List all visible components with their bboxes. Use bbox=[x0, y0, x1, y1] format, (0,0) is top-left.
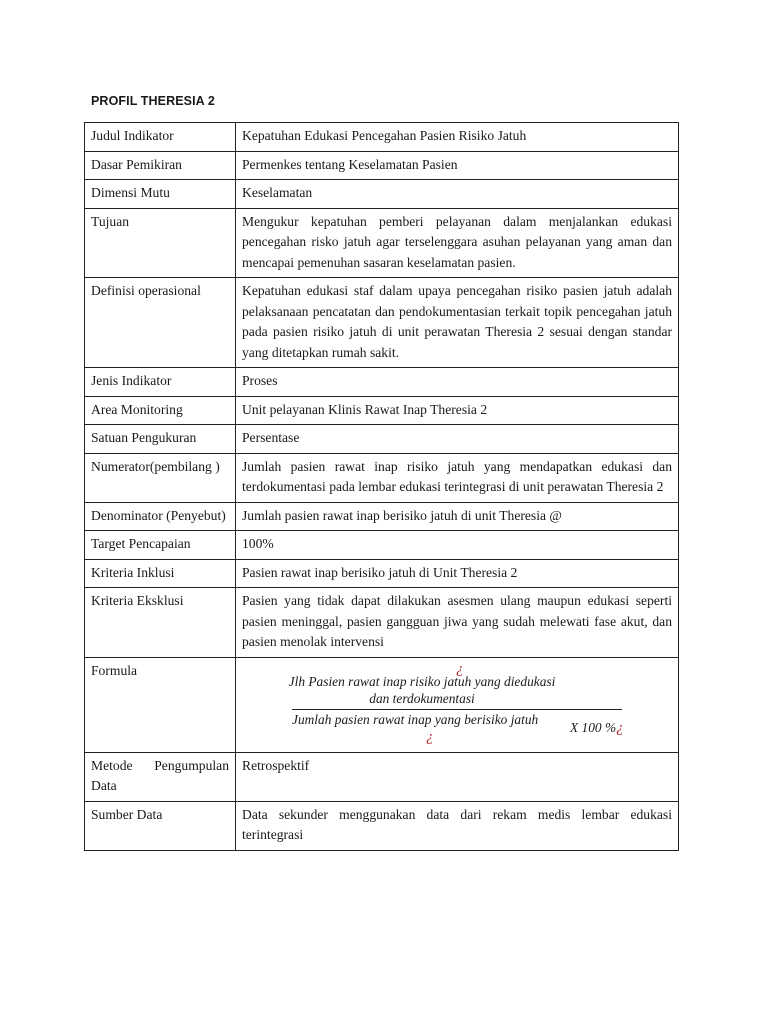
row-label-tujuan: Tujuan bbox=[85, 208, 236, 278]
row-value-kriteria-inklusi: Pasien rawat inap berisiko jatuh di Unit Theresia 2 bbox=[236, 559, 679, 588]
row-value-target-pencapaian: 100% bbox=[236, 531, 679, 560]
row-label-definisi-operasional: Definisi operasional bbox=[85, 278, 236, 368]
row-value-jenis-indikator: Proses bbox=[236, 368, 679, 397]
row-label-satuan-pengukuran: Satuan Pengukuran bbox=[85, 425, 236, 454]
row-label-judul-indikator: Judul Indikator bbox=[85, 123, 236, 152]
row-label-numerator: Numerator(pembilang ) bbox=[85, 453, 236, 502]
table-row bbox=[85, 588, 679, 658]
row-value-metode-pengumpulan: Retrospektif bbox=[236, 752, 679, 801]
row-value-formula bbox=[236, 657, 679, 752]
row-label-sumber-data: Sumber Data bbox=[85, 801, 236, 850]
formula-mark-bottom: ¿ bbox=[426, 728, 434, 745]
row-label-formula: Formula bbox=[85, 657, 236, 752]
table-row bbox=[85, 425, 679, 454]
table-row bbox=[85, 151, 679, 180]
table-row bbox=[85, 368, 679, 397]
formula-multiplier: X 100 % bbox=[570, 719, 617, 735]
table-row bbox=[85, 278, 679, 368]
row-value-dimensi-mutu: Keselamatan bbox=[236, 180, 679, 209]
row-value-satuan-pengukuran: Persentase bbox=[236, 425, 679, 454]
page-title: PROFIL THERESIA 2 bbox=[91, 94, 215, 108]
table-row bbox=[85, 657, 679, 752]
table-row bbox=[85, 559, 679, 588]
table-row bbox=[85, 396, 679, 425]
table-row bbox=[85, 180, 679, 209]
formula-denominator: Jumlah pasien rawat inap yang berisiko jatuh bbox=[292, 711, 539, 727]
formula-mark-top: ¿ bbox=[456, 660, 464, 677]
table-row bbox=[85, 453, 679, 502]
formula-numerator-line1: Jlh Pasien rawat inap risiko jatuh yang diedukasi bbox=[288, 673, 556, 689]
row-value-judul-indikator: Kepatuhan Edukasi Pencegahan Pasien Risiko Jatuh bbox=[236, 123, 679, 152]
table-row bbox=[85, 531, 679, 560]
formula-mark-end: ¿ bbox=[616, 719, 624, 736]
row-label-dasar-pemikiran: Dasar Pemikiran bbox=[85, 151, 236, 180]
row-value-numerator: Jumlah pasien rawat inap risiko jatuh yang mendapatkan edukasi dan terdokumentasi pada lembar edukasi terintegrasi di unit perawatan Theresia 2 bbox=[236, 453, 679, 502]
table-row bbox=[85, 801, 679, 850]
formula-expression bbox=[242, 661, 672, 748]
row-label-area-monitoring: Area Monitoring bbox=[85, 396, 236, 425]
row-value-area-monitoring: Unit pelayanan Klinis Rawat Inap Theresia 2 bbox=[236, 396, 679, 425]
formula-numerator-line2: dan terdokumentasi bbox=[369, 690, 475, 706]
indicator-profile-table bbox=[84, 122, 679, 851]
row-value-kriteria-eksklusi: Pasien yang tidak dapat dilakukan asesmen ulang maupun edukasi seperti pasien meninggal, pasien gangguan jiwa yang sudah melewati fase akut, dan pasien menolak intervensi bbox=[236, 588, 679, 658]
row-value-sumber-data: Data sekunder menggunakan data dari rekam medis lembar edukasi terintegrasi bbox=[236, 801, 679, 850]
row-value-definisi-operasional: Kepatuhan edukasi staf dalam upaya pencegahan risiko pasien jatuh adalah pelaksanaan pencatatan dan pendokumentasian terkait topik pencegahan jatuh pada pasien risiko jatuh di unit perawatan Theresia 2 sesuai dengan standar yang ditetapkan rumah sakit. bbox=[236, 278, 679, 368]
row-label-kriteria-inklusi: Kriteria Inklusi bbox=[85, 559, 236, 588]
row-label-denominator: Denominator (Penyebut) bbox=[85, 502, 236, 531]
table-row bbox=[85, 752, 679, 801]
table-row bbox=[85, 123, 679, 152]
formula-fraction-bar bbox=[292, 709, 622, 710]
row-label-target-pencapaian: Target Pencapaian bbox=[85, 531, 236, 560]
table-row bbox=[85, 502, 679, 531]
table-row bbox=[85, 208, 679, 278]
row-value-dasar-pemikiran: Permenkes tentang Keselamatan Pasien bbox=[236, 151, 679, 180]
row-label-metode-pengumpulan: Metode Pengumpulan Data bbox=[85, 752, 236, 801]
row-value-tujuan: Mengukur kepatuhan pemberi pelayanan dalam menjalankan edukasi pencegahan risko jatuh agar terselenggara asuhan pelayanan yang aman dan mencapai pemenuhan sasaran keselamatan pasien. bbox=[236, 208, 679, 278]
row-label-dimensi-mutu: Dimensi Mutu bbox=[85, 180, 236, 209]
row-label-kriteria-eksklusi: Kriteria Eksklusi bbox=[85, 588, 236, 658]
row-value-denominator: Jumlah pasien rawat inap berisiko jatuh di unit Theresia @ bbox=[236, 502, 679, 531]
formula-multiplier-group bbox=[570, 718, 624, 739]
row-label-jenis-indikator: Jenis Indikator bbox=[85, 368, 236, 397]
